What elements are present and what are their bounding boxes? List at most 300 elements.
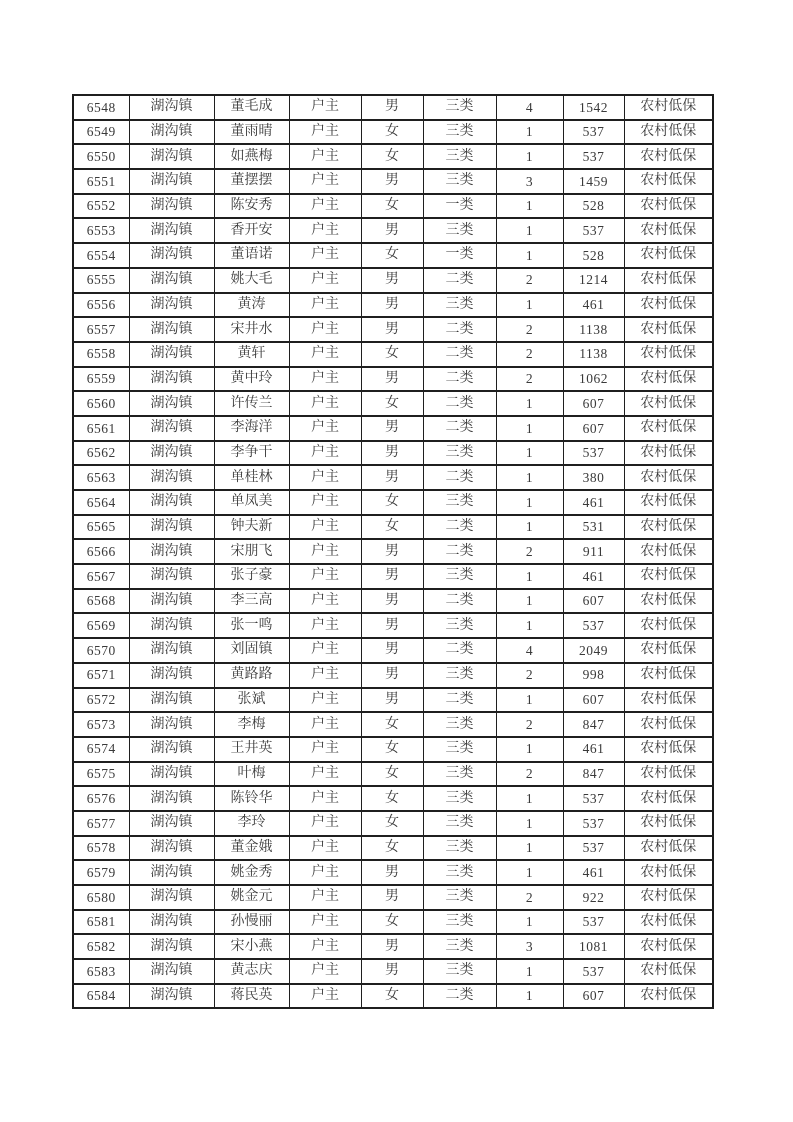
cell-person-count: 1: [496, 836, 563, 861]
table-row: [73, 416, 713, 441]
cell-category: 二类: [423, 317, 496, 342]
cell-serial-number: 6561: [73, 416, 129, 441]
cell-subsidy-type: 农村低保: [624, 762, 713, 787]
cell-category: 二类: [423, 268, 496, 293]
cell-subsidy-type: 农村低保: [624, 688, 713, 713]
cell-subsidy-type: 农村低保: [624, 836, 713, 861]
cell-name: 单凤美: [214, 490, 289, 515]
cell-town: 湖沟镇: [129, 539, 214, 564]
cell-serial-number: 6568: [73, 589, 129, 614]
cell-gender: 女: [361, 762, 423, 787]
cell-category: 三类: [423, 836, 496, 861]
cell-town: 湖沟镇: [129, 144, 214, 169]
cell-gender: 女: [361, 737, 423, 762]
cell-category: 三类: [423, 169, 496, 194]
cell-amount: 607: [563, 688, 624, 713]
cell-serial-number: 6549: [73, 120, 129, 145]
cell-relation: 户主: [289, 712, 361, 737]
cell-subsidy-type: 农村低保: [624, 564, 713, 589]
beneficiary-table-body: [73, 95, 713, 1008]
cell-name: 黄志庆: [214, 959, 289, 984]
cell-category: 二类: [423, 638, 496, 663]
cell-category: 三类: [423, 95, 496, 120]
cell-town: 湖沟镇: [129, 564, 214, 589]
cell-person-count: 1: [496, 120, 563, 145]
cell-town: 湖沟镇: [129, 120, 214, 145]
cell-gender: 男: [361, 293, 423, 318]
cell-subsidy-type: 农村低保: [624, 515, 713, 540]
cell-gender: 女: [361, 144, 423, 169]
cell-amount: 1081: [563, 934, 624, 959]
cell-subsidy-type: 农村低保: [624, 934, 713, 959]
table-row: [73, 243, 713, 268]
cell-town: 湖沟镇: [129, 959, 214, 984]
cell-gender: 男: [361, 860, 423, 885]
cell-name: 刘固镇: [214, 638, 289, 663]
cell-category: 三类: [423, 786, 496, 811]
cell-category: 三类: [423, 218, 496, 243]
cell-name: 李三高: [214, 589, 289, 614]
cell-name: 宋朋飞: [214, 539, 289, 564]
cell-relation: 户主: [289, 416, 361, 441]
cell-name: 张一鸣: [214, 613, 289, 638]
cell-amount: 1459: [563, 169, 624, 194]
cell-amount: 461: [563, 860, 624, 885]
cell-gender: 男: [361, 613, 423, 638]
cell-relation: 户主: [289, 515, 361, 540]
cell-serial-number: 6553: [73, 218, 129, 243]
cell-town: 湖沟镇: [129, 688, 214, 713]
cell-gender: 男: [361, 416, 423, 441]
table-row: [73, 539, 713, 564]
cell-amount: 607: [563, 391, 624, 416]
cell-person-count: 1: [496, 910, 563, 935]
cell-relation: 户主: [289, 490, 361, 515]
cell-serial-number: 6575: [73, 762, 129, 787]
cell-serial-number: 6577: [73, 811, 129, 836]
table-row: [73, 910, 713, 935]
cell-town: 湖沟镇: [129, 613, 214, 638]
cell-name: 李争干: [214, 441, 289, 466]
table-row: [73, 984, 713, 1009]
cell-amount: 380: [563, 465, 624, 490]
table-row: [73, 441, 713, 466]
cell-amount: 461: [563, 564, 624, 589]
cell-town: 湖沟镇: [129, 737, 214, 762]
cell-person-count: 2: [496, 663, 563, 688]
table-row: [73, 811, 713, 836]
cell-amount: 998: [563, 663, 624, 688]
cell-town: 湖沟镇: [129, 367, 214, 392]
table-row: [73, 638, 713, 663]
cell-relation: 户主: [289, 539, 361, 564]
cell-person-count: 1: [496, 243, 563, 268]
cell-gender: 女: [361, 391, 423, 416]
cell-amount: 911: [563, 539, 624, 564]
cell-category: 二类: [423, 367, 496, 392]
cell-person-count: 2: [496, 885, 563, 910]
cell-name: 黄路路: [214, 663, 289, 688]
cell-category: 三类: [423, 144, 496, 169]
cell-relation: 户主: [289, 194, 361, 219]
cell-name: 姚大毛: [214, 268, 289, 293]
cell-relation: 户主: [289, 688, 361, 713]
cell-person-count: 1: [496, 589, 563, 614]
cell-serial-number: 6550: [73, 144, 129, 169]
cell-subsidy-type: 农村低保: [624, 490, 713, 515]
cell-person-count: 4: [496, 638, 563, 663]
cell-relation: 户主: [289, 638, 361, 663]
table-row: [73, 663, 713, 688]
cell-relation: 户主: [289, 391, 361, 416]
cell-relation: 户主: [289, 762, 361, 787]
cell-town: 湖沟镇: [129, 268, 214, 293]
cell-category: 二类: [423, 984, 496, 1009]
cell-category: 二类: [423, 416, 496, 441]
cell-amount: 461: [563, 737, 624, 762]
cell-gender: 男: [361, 564, 423, 589]
cell-person-count: 1: [496, 391, 563, 416]
cell-relation: 户主: [289, 243, 361, 268]
table-row: [73, 934, 713, 959]
cell-amount: 537: [563, 959, 624, 984]
cell-category: 二类: [423, 391, 496, 416]
cell-name: 孙慢丽: [214, 910, 289, 935]
cell-town: 湖沟镇: [129, 762, 214, 787]
cell-category: 二类: [423, 342, 496, 367]
cell-serial-number: 6556: [73, 293, 129, 318]
cell-gender: 女: [361, 786, 423, 811]
cell-gender: 男: [361, 959, 423, 984]
cell-person-count: 2: [496, 712, 563, 737]
cell-relation: 户主: [289, 367, 361, 392]
table-row: [73, 762, 713, 787]
cell-amount: 537: [563, 613, 624, 638]
cell-gender: 女: [361, 515, 423, 540]
cell-gender: 女: [361, 194, 423, 219]
cell-name: 董金娥: [214, 836, 289, 861]
cell-subsidy-type: 农村低保: [624, 910, 713, 935]
cell-serial-number: 6580: [73, 885, 129, 910]
table-row: [73, 293, 713, 318]
cell-town: 湖沟镇: [129, 984, 214, 1009]
cell-amount: 607: [563, 416, 624, 441]
cell-town: 湖沟镇: [129, 218, 214, 243]
cell-town: 湖沟镇: [129, 712, 214, 737]
cell-relation: 户主: [289, 169, 361, 194]
cell-subsidy-type: 农村低保: [624, 391, 713, 416]
cell-serial-number: 6572: [73, 688, 129, 713]
cell-amount: 607: [563, 984, 624, 1009]
cell-serial-number: 6581: [73, 910, 129, 935]
cell-person-count: 2: [496, 367, 563, 392]
cell-relation: 户主: [289, 737, 361, 762]
cell-name: 黄涛: [214, 293, 289, 318]
cell-subsidy-type: 农村低保: [624, 120, 713, 145]
cell-category: 三类: [423, 811, 496, 836]
cell-category: 三类: [423, 663, 496, 688]
cell-gender: 男: [361, 688, 423, 713]
cell-person-count: 2: [496, 342, 563, 367]
table-row: [73, 169, 713, 194]
cell-subsidy-type: 农村低保: [624, 712, 713, 737]
cell-amount: 537: [563, 441, 624, 466]
cell-name: 姚金元: [214, 885, 289, 910]
cell-amount: 1138: [563, 342, 624, 367]
cell-gender: 男: [361, 663, 423, 688]
cell-subsidy-type: 农村低保: [624, 984, 713, 1009]
cell-person-count: 1: [496, 441, 563, 466]
table-row: [73, 144, 713, 169]
cell-person-count: 4: [496, 95, 563, 120]
cell-relation: 户主: [289, 589, 361, 614]
cell-person-count: 1: [496, 293, 563, 318]
cell-name: 张子豪: [214, 564, 289, 589]
cell-gender: 男: [361, 465, 423, 490]
cell-amount: 1062: [563, 367, 624, 392]
cell-gender: 男: [361, 169, 423, 194]
cell-amount: 528: [563, 194, 624, 219]
cell-category: 二类: [423, 465, 496, 490]
cell-amount: 607: [563, 589, 624, 614]
cell-person-count: 1: [496, 688, 563, 713]
cell-serial-number: 6564: [73, 490, 129, 515]
cell-town: 湖沟镇: [129, 811, 214, 836]
cell-serial-number: 6583: [73, 959, 129, 984]
cell-person-count: 1: [496, 144, 563, 169]
cell-relation: 户主: [289, 317, 361, 342]
cell-amount: 531: [563, 515, 624, 540]
cell-subsidy-type: 农村低保: [624, 293, 713, 318]
cell-name: 许传兰: [214, 391, 289, 416]
cell-subsidy-type: 农村低保: [624, 663, 713, 688]
cell-relation: 户主: [289, 811, 361, 836]
cell-category: 三类: [423, 120, 496, 145]
cell-subsidy-type: 农村低保: [624, 613, 713, 638]
cell-relation: 户主: [289, 564, 361, 589]
cell-name: 黄轩: [214, 342, 289, 367]
cell-person-count: 1: [496, 786, 563, 811]
cell-subsidy-type: 农村低保: [624, 218, 713, 243]
table-row: [73, 564, 713, 589]
cell-serial-number: 6570: [73, 638, 129, 663]
cell-person-count: 2: [496, 539, 563, 564]
table-row: [73, 342, 713, 367]
cell-town: 湖沟镇: [129, 342, 214, 367]
cell-serial-number: 6551: [73, 169, 129, 194]
cell-town: 湖沟镇: [129, 885, 214, 910]
cell-person-count: 1: [496, 515, 563, 540]
cell-serial-number: 6576: [73, 786, 129, 811]
cell-subsidy-type: 农村低保: [624, 268, 713, 293]
cell-gender: 男: [361, 441, 423, 466]
cell-subsidy-type: 农村低保: [624, 416, 713, 441]
cell-person-count: 1: [496, 860, 563, 885]
cell-amount: 461: [563, 293, 624, 318]
cell-person-count: 1: [496, 218, 563, 243]
cell-town: 湖沟镇: [129, 243, 214, 268]
table-row: [73, 218, 713, 243]
cell-name: 单桂林: [214, 465, 289, 490]
cell-name: 宋小燕: [214, 934, 289, 959]
cell-person-count: 1: [496, 194, 563, 219]
cell-amount: 1138: [563, 317, 624, 342]
cell-gender: 女: [361, 490, 423, 515]
cell-subsidy-type: 农村低保: [624, 638, 713, 663]
cell-category: 三类: [423, 613, 496, 638]
cell-relation: 户主: [289, 218, 361, 243]
cell-name: 钟夫新: [214, 515, 289, 540]
cell-relation: 户主: [289, 934, 361, 959]
table-row: [73, 268, 713, 293]
cell-name: 陈安秀: [214, 194, 289, 219]
cell-name: 陈铃华: [214, 786, 289, 811]
cell-subsidy-type: 农村低保: [624, 317, 713, 342]
cell-town: 湖沟镇: [129, 465, 214, 490]
cell-name: 如燕梅: [214, 144, 289, 169]
cell-person-count: 3: [496, 169, 563, 194]
cell-town: 湖沟镇: [129, 860, 214, 885]
cell-category: 一类: [423, 243, 496, 268]
table-row: [73, 515, 713, 540]
cell-category: 三类: [423, 860, 496, 885]
cell-gender: 女: [361, 712, 423, 737]
cell-name: 黄中玲: [214, 367, 289, 392]
cell-town: 湖沟镇: [129, 95, 214, 120]
cell-person-count: 1: [496, 737, 563, 762]
cell-name: 董摆摆: [214, 169, 289, 194]
cell-serial-number: 6554: [73, 243, 129, 268]
cell-relation: 户主: [289, 836, 361, 861]
cell-person-count: 1: [496, 416, 563, 441]
cell-gender: 女: [361, 243, 423, 268]
cell-category: 三类: [423, 885, 496, 910]
cell-subsidy-type: 农村低保: [624, 144, 713, 169]
cell-name: 董雨晴: [214, 120, 289, 145]
cell-subsidy-type: 农村低保: [624, 885, 713, 910]
cell-amount: 537: [563, 811, 624, 836]
cell-relation: 户主: [289, 268, 361, 293]
cell-amount: 537: [563, 836, 624, 861]
cell-person-count: 1: [496, 811, 563, 836]
cell-subsidy-type: 农村低保: [624, 367, 713, 392]
cell-gender: 女: [361, 910, 423, 935]
cell-town: 湖沟镇: [129, 934, 214, 959]
cell-category: 二类: [423, 539, 496, 564]
table-row: [73, 712, 713, 737]
cell-amount: 847: [563, 712, 624, 737]
cell-gender: 女: [361, 984, 423, 1009]
cell-gender: 男: [361, 638, 423, 663]
cell-serial-number: 6557: [73, 317, 129, 342]
cell-subsidy-type: 农村低保: [624, 811, 713, 836]
cell-amount: 537: [563, 910, 624, 935]
cell-gender: 女: [361, 811, 423, 836]
cell-person-count: 3: [496, 934, 563, 959]
cell-name: 董语诺: [214, 243, 289, 268]
cell-category: 三类: [423, 490, 496, 515]
cell-relation: 户主: [289, 465, 361, 490]
cell-subsidy-type: 农村低保: [624, 95, 713, 120]
cell-subsidy-type: 农村低保: [624, 539, 713, 564]
cell-relation: 户主: [289, 984, 361, 1009]
table-row: [73, 959, 713, 984]
cell-subsidy-type: 农村低保: [624, 342, 713, 367]
cell-serial-number: 6548: [73, 95, 129, 120]
cell-relation: 户主: [289, 120, 361, 145]
cell-serial-number: 6559: [73, 367, 129, 392]
table-row: [73, 391, 713, 416]
cell-relation: 户主: [289, 910, 361, 935]
cell-serial-number: 6558: [73, 342, 129, 367]
cell-relation: 户主: [289, 441, 361, 466]
cell-gender: 女: [361, 836, 423, 861]
cell-category: 三类: [423, 737, 496, 762]
cell-relation: 户主: [289, 293, 361, 318]
cell-category: 三类: [423, 762, 496, 787]
cell-person-count: 2: [496, 762, 563, 787]
cell-amount: 1214: [563, 268, 624, 293]
cell-name: 李海洋: [214, 416, 289, 441]
cell-person-count: 1: [496, 959, 563, 984]
cell-person-count: 1: [496, 613, 563, 638]
cell-relation: 户主: [289, 342, 361, 367]
table-row: [73, 737, 713, 762]
cell-town: 湖沟镇: [129, 169, 214, 194]
table-row: [73, 194, 713, 219]
cell-name: 王井英: [214, 737, 289, 762]
beneficiary-table: [72, 94, 714, 1009]
table-row: [73, 465, 713, 490]
table-row: [73, 688, 713, 713]
cell-subsidy-type: 农村低保: [624, 465, 713, 490]
cell-gender: 男: [361, 934, 423, 959]
cell-category: 三类: [423, 441, 496, 466]
cell-amount: 922: [563, 885, 624, 910]
table-row: [73, 490, 713, 515]
cell-amount: 537: [563, 120, 624, 145]
cell-relation: 户主: [289, 663, 361, 688]
cell-person-count: 1: [496, 984, 563, 1009]
cell-subsidy-type: 农村低保: [624, 959, 713, 984]
cell-name: 张斌: [214, 688, 289, 713]
table-row: [73, 95, 713, 120]
cell-category: 三类: [423, 564, 496, 589]
cell-amount: 537: [563, 786, 624, 811]
cell-relation: 户主: [289, 860, 361, 885]
table-row: [73, 317, 713, 342]
cell-gender: 男: [361, 95, 423, 120]
cell-relation: 户主: [289, 959, 361, 984]
cell-amount: 537: [563, 218, 624, 243]
cell-subsidy-type: 农村低保: [624, 441, 713, 466]
cell-town: 湖沟镇: [129, 317, 214, 342]
cell-relation: 户主: [289, 95, 361, 120]
cell-town: 湖沟镇: [129, 910, 214, 935]
cell-serial-number: 6571: [73, 663, 129, 688]
cell-serial-number: 6555: [73, 268, 129, 293]
cell-person-count: 2: [496, 317, 563, 342]
cell-relation: 户主: [289, 613, 361, 638]
cell-name: 李梅: [214, 712, 289, 737]
cell-town: 湖沟镇: [129, 293, 214, 318]
cell-serial-number: 6582: [73, 934, 129, 959]
cell-serial-number: 6567: [73, 564, 129, 589]
cell-serial-number: 6573: [73, 712, 129, 737]
cell-person-count: 1: [496, 465, 563, 490]
cell-category: 二类: [423, 688, 496, 713]
cell-gender: 男: [361, 268, 423, 293]
